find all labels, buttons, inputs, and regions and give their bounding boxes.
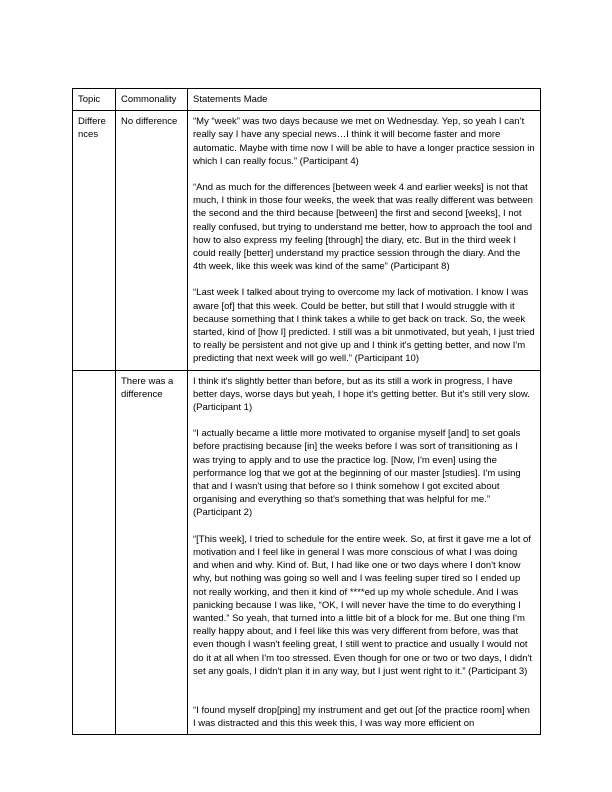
statement-paragraph: “I found myself drop[ping] my instrument and get out [of the practice room] when I was distracted and this this week this, I was way more efficient on — [193, 704, 530, 730]
commonality-cell: No difference — [116, 111, 188, 370]
commonality-cell: There was a difference — [116, 370, 188, 735]
statements-cell — [188, 370, 541, 735]
table-row-there-was-a-difference — [73, 370, 541, 735]
statement-paragraph: “I actually became a little more motivated to organise myself [and] to set goals before practising because [in] the weeks before I was sort of transitioning as I was trying to apply and to use the practice log. [Now, I'm even] using the performance log that we got at the beginning of our master [studies]. I'm using that and I wasn't using that before so I think somehow I got excited about organising and everything so that's something that was helpful for me.” (Participant 2) — [193, 428, 521, 519]
statement-paragraph: “My “week” was two days because we met on Wednesday. Yep, so yeah I can’t really say I have any special news…I think it will become faster and more automatic. Maybe with time now I will be able to have a longer practice session in which I can really focus.” (Participant 4) — [193, 116, 535, 167]
statement-paragraph: I think it's slightly better than before, but as its still a work in progress, I have better days, worse days but yeah, I hope it's getting better. But it's still very slow. (Participant 1) — [193, 375, 530, 414]
statement-paragraph: “And as much for the differences [between week 4 and earlier weeks] is not that much, I think in those four weeks, the week that was really different was between the second and the third because [between] the first and second [weeks], I not really confused, but trying to understand me better, how to approach the tool and how to also express my feeling [through] the diary, etc. But in the third week I could really [better] understand my practice session through the diary. And the 4th week, like this week was kind of the same” (Participant 8) — [193, 182, 533, 273]
statement-paragraph: “Last week I talked about trying to overcome my lack of motivation. I know I was aware [of] that this week. Could be better, but still that I would struggle with it because something that I think takes a while to get back on track. So, the week started, kind of [how I] predicted. I still was a bit unmotivated, but yeah, I just tried to really be persistent and not give up and I think it's getting better, and now I'm predicting that next week will go well.” (Participant 10) — [193, 287, 535, 365]
statements-table — [72, 88, 541, 735]
table-header-row — [73, 89, 541, 111]
statement-paragraph: “[This week], I tried to schedule for the entire week. So, at first it gave me a lot of motivation and I feel like in general I was more conscious of what I was doing and when and why. Kind of. But, I had like one or two days where I don't know why, but nothing was going so well and I was feeling super tired so I ended up not really working, and then it kind of ****ed up my whole schedule. And I was panicking because I was like, “OK, I will never have the time to do everything I wanted.” So yeah, that turned into a little bit of a block for me. But one thing I'm really happy about, and I feel like this was very different from before, was that even though I wasn't feeling great, I still went to practice and usually I would not do it at all when I'm too stressed. Even though for one or two or two days, I didn't set any goals, I didn't plan it in any way, but I just went right to it.” (Participant 3) — [193, 533, 532, 677]
column-header-commonality: Commonality — [116, 89, 188, 111]
column-header-topic: Topic — [73, 89, 116, 111]
topic-cell: Differences — [73, 111, 116, 370]
topic-cell — [73, 370, 116, 735]
statements-cell — [188, 111, 541, 370]
column-header-statements-made: Statements Made — [188, 89, 541, 111]
table-row-no-difference — [73, 111, 541, 370]
